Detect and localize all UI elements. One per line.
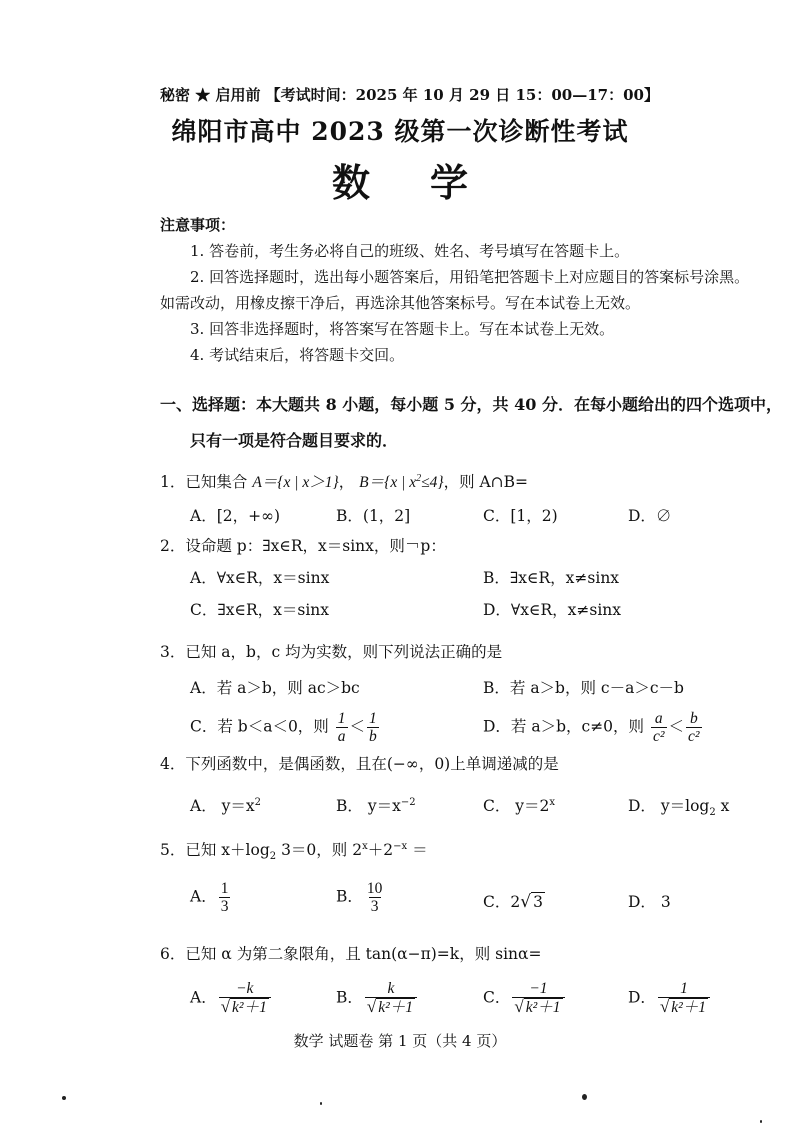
option-b: B．(1，2] — [336, 507, 411, 525]
option-d: D． $y=\log_2$ x — [628, 797, 730, 819]
question-5: 5．已知 $x+\log_2$ 3＝0，则 $2^x+2^{-x}$ ＝ — [160, 840, 428, 863]
option-a: A． $\frac{-k}{\text{√ k²＋1}}$ — [190, 980, 273, 1017]
fraction-1: $\frac{1}{\text{√ k²＋1}}$ — [658, 980, 710, 1017]
note-item-2: 2. 回答选择题时，选出每小题答案后，用铅笔把答题卡上对应题目的答案标号涂黑。 — [190, 268, 750, 286]
question-3 — [160, 640, 502, 662]
question-stem: 已知 a，b，c 均为实数，则下列说法正确的是 — [185, 643, 503, 661]
set-a: A＝{x | x＞1} — [252, 474, 339, 491]
question-number: 6． — [160, 945, 186, 963]
option-b: B． $y=x^{-2}$ — [336, 796, 416, 815]
option-c: C．若 b＜a＜0，则 $\frac{1}{a}$ ＜ $\frac{1}{b}$ — [190, 710, 377, 746]
notes-heading: 注意事项： — [160, 216, 236, 234]
note-item-3: 3. 回答非选择题时，将答案写在答题卡上。写在本试卷上无效。 — [190, 320, 615, 338]
scan-speck — [320, 1102, 322, 1105]
fraction-1-over-b: $\frac{1}{b}$ — [369, 710, 377, 746]
set-b: B＝{x | $x^2\le 4$} — [359, 472, 444, 491]
question-number: 4． — [160, 755, 186, 773]
fraction-a-over-c2: $\frac{a}{\text{c²}}$ — [653, 710, 665, 746]
option-d: D． $\frac{1}{\text{√ k²＋1}}$ — [628, 980, 712, 1017]
option-c: C．[1，2) — [483, 507, 558, 525]
option-b: B． $\frac{k}{\text{√ k²＋1}}$ — [336, 980, 419, 1017]
question-number: 2． — [160, 537, 186, 555]
option-c: C．∃x∈R，x＝sinx — [190, 601, 330, 619]
question-ask: ，则 A∩B= — [443, 473, 529, 491]
question-number: 3． — [160, 643, 186, 661]
fraction-neg-k: $\frac{-k}{\text{√ k²＋1}}$ — [219, 980, 271, 1017]
option-a: A．[2，+∞) — [190, 507, 281, 525]
subject-title: 数学 — [331, 160, 528, 205]
fraction-10-3: $\frac{10}{3}$ — [366, 880, 383, 916]
question-2 — [160, 534, 446, 556]
scan-speck — [62, 1096, 66, 1100]
option-c: C．2√ 3 — [483, 892, 543, 912]
fraction-neg-1: $\frac{-1}{\text{√ k²＋1}}$ — [512, 980, 564, 1017]
option-d: D．∅ — [628, 507, 672, 525]
option-b: B．∃x∈R，x≠sinx — [483, 569, 620, 587]
option-b: B．若 a＞b，则 c－a＞c－b — [483, 679, 684, 697]
section-1-title: 一、选择题：本大题共 8 小题，每小题 5 分，共 40 分．在每小题给出的四个选项中， — [160, 395, 782, 414]
exam-title: 绵阳市高中 2023 级第一次诊断性考试 — [171, 117, 629, 146]
question-4 — [160, 752, 559, 774]
option-a: A．若 a＞b，则 ac＞bc — [190, 679, 360, 697]
question-number: 1． — [160, 473, 186, 491]
sqrt-icon: √ — [659, 997, 670, 1017]
fraction-k: $\frac{k}{\text{√ k²＋1}}$ — [365, 980, 417, 1017]
fraction-1-3: $\frac{1}{3}$ — [220, 880, 229, 916]
fraction-b-over-c2: $\frac{b}{\text{c²}}$ — [688, 710, 700, 746]
sqrt-icon: √ — [520, 892, 532, 912]
question-number: 5． — [160, 841, 186, 859]
option-c: C． $y=2^x$ — [483, 796, 556, 815]
scan-speck — [760, 1120, 762, 1123]
sqrt-icon: √ — [366, 997, 377, 1017]
note-item-4: 4. 考试结束后，将答题卡交回。 — [190, 346, 405, 364]
note-item-2-cont: 如需改动，用橡皮擦干净后，再选涂其他答案标号。写在本试卷上无效。 — [160, 294, 641, 312]
question-stem: 已知集合 — [185, 473, 248, 491]
option-a: A．∀x∈R，x＝sinx — [190, 569, 330, 587]
scan-speck — [582, 1094, 587, 1100]
option-a: A． $y=x^2$ — [190, 796, 261, 815]
question-stem: 设命题 p：∃x∈R，x＝sinx，则￢p： — [185, 537, 446, 555]
page-footer: 数学 试题卷 第 1 页（共 4 页） — [293, 1032, 507, 1050]
section-1-subtitle: 只有一项是符合题目要求的． — [190, 431, 399, 450]
question-1: 1．已知集合 A＝{x | x＞1}， B＝{x | $x^2\le 4$}，则 A∩B= — [160, 472, 529, 491]
sqrt-icon: √ — [514, 997, 524, 1017]
sqrt-icon: √ — [220, 997, 231, 1017]
option-d: D．若 a＞b，c≠0，则 $\frac{a}{\text{c²}}$ ＜ $\frac{b}{\text{c²}}$ — [483, 710, 700, 746]
option-b: B． $\frac{10}{3}$ — [336, 880, 383, 916]
note-item-1: 1. 答卷前，考生务必将自己的班级、姓名、考号填写在答题卡上。 — [190, 242, 630, 260]
confidential-line: 秘密 ★ 启用前 【考试时间：2025 年 10 月 29 日 15：00—17：00】 — [160, 86, 659, 104]
option-d: D． 3 — [628, 893, 671, 911]
option-a: A． $\frac{1}{3}$ — [190, 880, 229, 916]
question-stem: 下列函数中，是偶函数，且在(−∞，0)上单调递减的是 — [185, 755, 559, 773]
fraction-1-over-a: $\frac{1}{a}$ — [337, 710, 346, 746]
question-stem: 已知 α 为第二象限角，且 tan(α−π)=k，则 sinα= — [185, 945, 542, 963]
option-c: C． $\frac{-1}{\text{√ k²＋1}}$ — [483, 980, 567, 1017]
option-d: D．∀x∈R，x≠sinx — [483, 601, 622, 619]
question-6 — [160, 942, 541, 964]
